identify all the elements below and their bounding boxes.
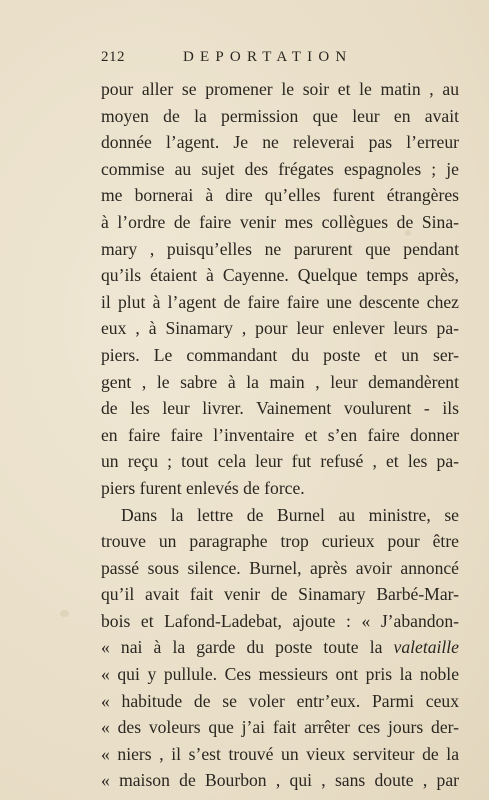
text-line: bois et Lafond-Ladebat, ajoute : « J’abandon- — [101, 610, 459, 631]
running-header — [101, 49, 461, 69]
italic-word: valetaille — [393, 637, 459, 658]
text-line: de les leur livrer. Vainement voulurent - ils — [101, 398, 459, 419]
text-line: trouve un paragraphe trop curieux pour être — [101, 531, 459, 552]
text-line: gent , le sabre à la main , leur demandèrent — [101, 371, 459, 392]
text-line: en faire faire l’inventaire et s’en faire donner — [101, 424, 459, 445]
text-line: piers furent enlevés de force. — [101, 477, 305, 498]
text-line: qu’ils étaient à Cayenne. Quelque temps après, — [101, 265, 459, 286]
text-line: pour aller se promener le soir et le matin , au — [101, 79, 459, 99]
text-line: « qui y pullule. Ces messieurs ont pris la noble — [101, 664, 459, 685]
text-line: piers. Le commandant du poste et un ser- — [101, 344, 459, 365]
text-line: il plut à l’agent de faire faire une descente chez — [101, 291, 459, 312]
page-number: 212 — [101, 49, 125, 65]
text-line-with-italic — [101, 634, 459, 661]
running-title: DEPORTATION — [183, 49, 353, 65]
text-line: mary , puisqu’elles ne parurent que pendant — [101, 238, 459, 259]
text-line: un reçu ; tout cela leur fut refusé , et les pa- — [101, 451, 459, 472]
text-line: Dans la lettre de Burnel au ministre, se — [121, 504, 459, 525]
text-line: passé sous silence. Burnel, après avoir annoncé — [101, 557, 459, 578]
text-line: eux , à Sinamary , pour leur enlever leurs pa- — [101, 318, 459, 339]
paper-stain — [60, 610, 69, 617]
text-line: « des voleurs que j’ai fait arrêter ces jours der- — [101, 717, 459, 738]
text-line: donnée l’agent. Je ne releverai pas l’erreur — [101, 132, 459, 153]
text-line: moyen de la permission que leur en avait — [101, 105, 459, 126]
text-line: qu’il avait fait venir de Sinamary Barbé-Mar- — [101, 584, 459, 605]
text-segment: « nai à la garde du poste toute la — [101, 637, 394, 658]
text-line: « habitude de se voler entr’eux. Parmi ceux — [101, 690, 459, 711]
text-line: à l’ordre de faire venir mes collègues de Sina- — [101, 211, 459, 232]
text-line: commise au sujet des frégates espagnoles ; je — [101, 158, 459, 179]
text-line: « maison de Bourbon , qui , sans doute , par — [101, 770, 459, 791]
body-text — [101, 76, 459, 794]
text-line: « niers , il s’est trouvé un vieux serviteur de la — [101, 743, 459, 764]
text-line: me bornerai à dire qu’elles furent étrangères — [101, 185, 459, 206]
